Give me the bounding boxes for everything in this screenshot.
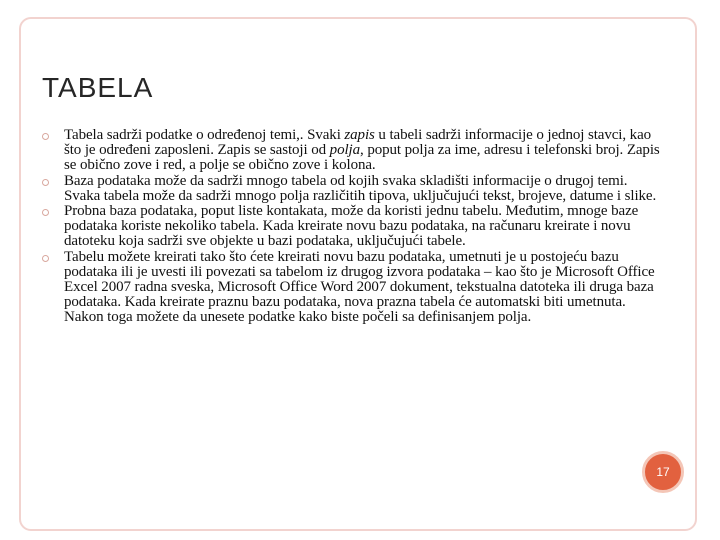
bullet-item [42,204,662,250]
circle-bullet-icon [42,255,49,262]
bullet-segment: Tabelu možete kreirati tako što ćete kreirati novu bazu podataka, umetnuti je u postojeću bazu podataka ili je uvesti ili povezati sa tabelom iz drugog izvora podataka – kao što je Microsoft Office Excel 2007 radna sveska, Microsoft Office Word 2007 dokument, tekstualna datoteka ili druga baza podataka. Kada kreirate praznu bazu podataka, nova prazna tabela će automatski biti umetnuta. Nakon toga možete da unesete podatke kako biste počeli sa definisanjem polja. [64,248,655,326]
page-number-badge [642,451,684,493]
circle-bullet-icon [42,133,49,140]
bullet-segment: , poput polja za ime, adresu i telefonski broj. Zapis se obično zove i red, a polje se obično zove i kolona. [64,142,660,174]
bullet-text [64,174,662,204]
circle-bullet-icon [42,179,49,186]
bullet-item [42,250,662,326]
bullet-item [42,174,662,204]
bullet-segment: u tabeli sadrži informacije o jednoj stavci, kao što je određeni zaposleni. Zapis se sastoji od [64,127,652,159]
bullet-text [64,128,662,174]
bullet-item [42,128,662,174]
bullet-text [64,250,662,326]
bullet-segment: Tabela sadrži podatke o određenoj temi,. Svaki [64,127,345,143]
bullet-segment: Baza podataka može da sadrži mnogo tabela od kojih svaka skladišti informacije o drugoj temi. Svaka tabela može da sadrži mnogo polja različitih tipova, uključujući tekst, brojeve, datume i slike. [64,172,657,204]
bullet-segment: Probna baza podataka, poput liste kontakata, može da koristi jednu tabelu. Međutim, mnoge baze podataka koriste nekoliko tabela. Kada kreirate novu bazu podataka, na računaru kreirate i novu datoteku koja sadrži sve objekte u bazi podataka, uključujući tabele. [64,203,639,250]
bullet-segment-italic: polja [329,142,361,159]
bullet-text [64,204,662,250]
slide-title: TABELA [42,72,154,103]
bullet-list [42,128,662,326]
bullet-segment-italic: zapis [344,127,375,143]
circle-bullet-icon [42,209,49,216]
page-number: 17 [656,465,670,479]
